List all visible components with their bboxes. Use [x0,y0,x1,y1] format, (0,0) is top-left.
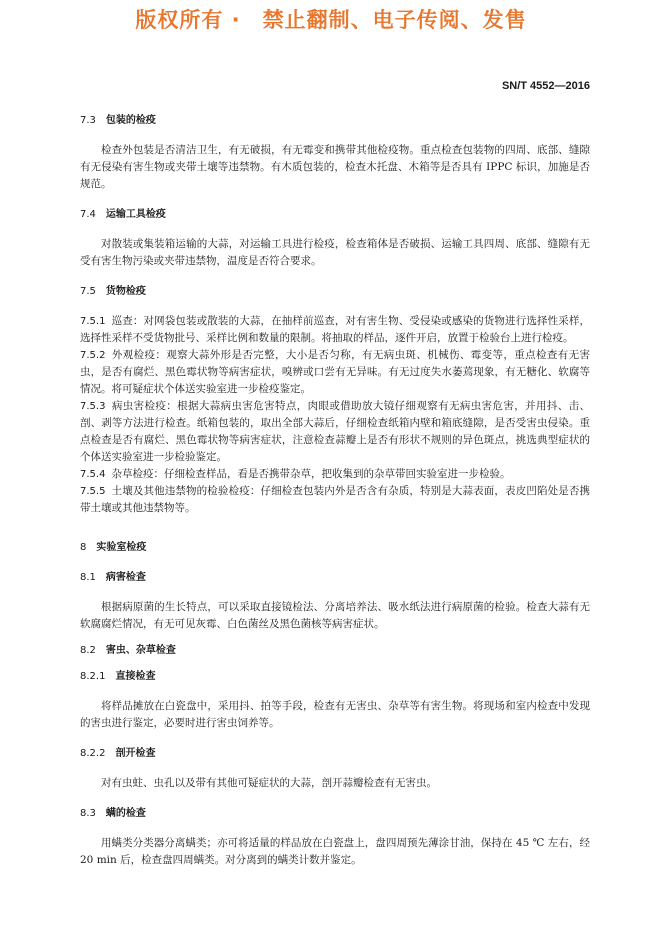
clause-text: 外观检疫：观察大蒜外形是否完整，大小是否匀称，有无病虫斑、机械伤、霉变等，重点检查有无害虫，是否有腐烂、黑色霉状物等病害症状，嗅辨或口尝有无异味。有无过度失水萎蔫现象，有无糖化、软腐等情况。将可疑症状个体送实验室进一步检疫鉴定。 [80,349,590,395]
section-number: 8.2.2 [80,748,106,759]
heading-7-4 [80,206,590,223]
clause-7-5-3 [80,398,590,466]
heading-8 [80,539,590,556]
clause-number: 7.5.2 [80,350,106,361]
section-title: 运输工具检疫 [105,209,166,220]
heading-8-2-1 [80,668,590,685]
heading-8-2-2 [80,745,590,762]
heading-8-2 [80,642,590,659]
section-title: 剖开检查 [115,748,156,759]
standard-number: SN/T 4552—2016 [501,80,590,92]
paragraph-7-3: 检查外包装是否清洁卫生，有无破损，有无霉变和携带其他检疫物。重点检查包装物的四周、底部、缝隙有无侵染有害生物或夹带土壤等违禁物。有木质包装的，检查木托盘、木箱等是否具有 IPPC 标识，加施是否规范。 [80,144,590,190]
clause-number: 7.5.5 [80,486,106,497]
section-title: 货物检疫 [105,286,146,297]
section-title: 包装的检疫 [105,115,156,126]
heading-7-3 [80,112,590,129]
section-number: 8.1 [80,572,96,583]
section-number: 8.2.1 [80,671,106,682]
section-title: 实验室检疫 [96,542,147,553]
clause-number: 7.5.1 [80,316,106,327]
clause-number: 7.5.3 [80,401,106,412]
section-number: 7.5 [80,286,96,297]
section-title: 害虫、杂草检查 [105,645,176,656]
section-title: 螨的检查 [105,808,146,819]
paragraph-7-4: 对散装或集装箱运输的大蒜，对运输工具进行检疫，检查箱体是否破损、运输工具四周、底部、缝隙有无受有害生物污染或夹带违禁物，温度是否符合要求。 [80,238,590,267]
section-title: 病害检查 [105,572,146,583]
heading-7-5 [80,283,590,300]
clause-7-5-1 [80,313,590,347]
clause-7-5-5 [80,483,590,517]
document-body [80,112,590,869]
section-number: 7.3 [80,115,96,126]
clause-number: 7.5.4 [80,469,106,480]
clause-text: 土壤及其他违禁物的检验检疫：仔细检查包装内外是否含有杂质，特别是大蒜表面，表皮凹陷处是否携带土壤或其他违禁物等。 [80,485,590,514]
copyright-watermark: 版权所有 · 禁止翻制、电子传阅、发售 [135,8,527,32]
paragraph-8-2-2: 对有虫蛀、虫孔以及带有其他可疑症状的大蒜，剖开蒜瓣检查有无害虫。 [101,777,437,789]
paragraph-8-2-1: 将样品摊放在白瓷盘中，采用抖、拍等手段，检查有无害虫、杂草等有害生物。将现场和室内检查中发现的害虫进行鉴定，必要时进行害虫饲养等。 [80,700,590,729]
section-number: 8 [80,542,87,553]
clause-7-5-2 [80,347,590,398]
paragraph-8-3: 用螨类分类器分离螨类；亦可将适量的样品放在白瓷盘上，盘四周预先薄涂甘油，保持在 45 ℃ 左右，经 20 min 后，检查盘四周螨类。对分离到的螨类计数并鉴定。 [80,837,590,866]
section-title: 直接检查 [115,671,156,682]
section-number: 8.2 [80,645,96,656]
heading-8-1 [80,569,590,586]
section-number: 8.3 [80,808,96,819]
heading-8-3 [80,805,590,822]
clause-7-5-4 [80,466,590,483]
clause-text: 病虫害检疫：根据大蒜病虫害危害特点，肉眼或借助放大镜仔细观察有无病虫害危害，并用抖、击、剖、剥等方法进行检查。纸箱包装的，取出全部大蒜后，仔细检查纸箱内壁和箱底缝隙，是否受害虫侵染。重点检查是否有腐烂、黑色霉状物等病害症状，注意检查蒜瓣上是否有形状不规则的异色斑点，挑选典型症状的个体送实验室进一步检验鉴定。 [80,400,590,463]
section-number: 7.4 [80,209,96,220]
clause-text: 巡查：对网袋包装或散装的大蒜，在抽样前巡查，对有害生物、受侵染或感染的货物进行选择性采样，选择性采样不受货物批号、采样比例和数量的限制。将抽取的样品，逐件开启，放置于检验台上进行检疫。 [80,315,590,344]
clause-text: 杂草检疫：仔细检查样品，看是否携带杂草，把收集到的杂草带回实验室进一步检验。 [111,468,511,480]
paragraph-8-1: 根据病原菌的生长特点，可以采取直接镜检法、分离培养法、吸水纸法进行病原菌的检验。检查大蒜有无软腐腐烂情况，有无可见灰霉、白色菌丝及黑色菌核等病害症状。 [80,601,590,630]
